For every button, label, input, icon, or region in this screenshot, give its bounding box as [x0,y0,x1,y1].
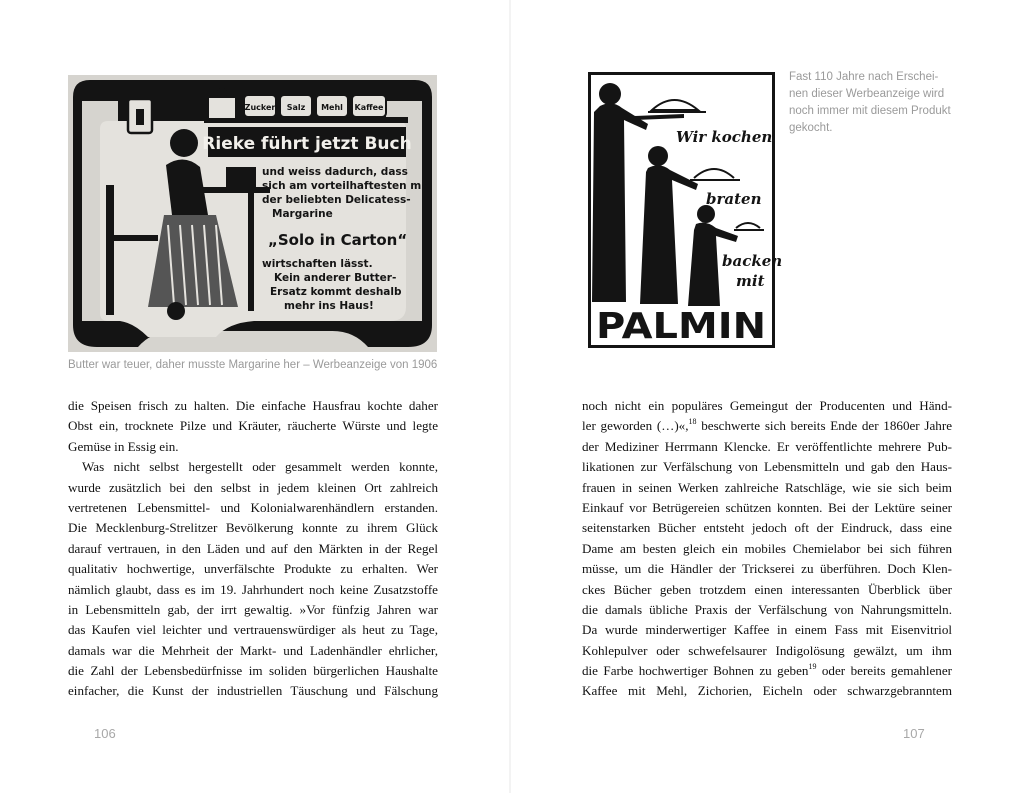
svg-text:der beliebten Delicatess-: der beliebten Delicatess- [262,194,411,206]
slogan-backen: backen [722,252,783,270]
palmin-ad-illustration [588,72,783,348]
jar-label: Zucker [244,103,276,112]
figure-caption-right [789,69,959,137]
svg-text:Margarine: Margarine [272,208,333,220]
jar-label: Salz [286,103,306,112]
text-line: die Zahl der Lebensbedürfnisse im soliden bürgerlichen Haushalte [68,663,438,679]
text-line: Gemüse in Essig ein. [68,438,179,454]
ad-headline: Rieke führt jetzt Buch [202,134,412,154]
page-number-right: 107 [903,726,925,741]
text-line: die Speisen frisch zu halten. Die einfache Hausfrau kochte daher [68,398,438,413]
text-line: der Mediziner Herrmann Klencke. Er veröffentlichte mehrere Pub- [582,438,952,454]
text-line: frauen in seinen Werken zahlreiche Ratschläge, wie sie sich beim [582,479,952,495]
slogan-mit: mit [736,272,765,290]
page-number-left: 106 [94,726,116,741]
body-text-left [68,396,438,702]
caption-line: nen dieser Werbeanzeige wird [789,88,945,100]
text-line: das Kaufen viel leichter und vertrauenswürdiger als heut zu Tage, [68,622,438,638]
text-line: in Lebensmitteln gab, der irrt gewaltig. »Vor fünfzig Jahren war [68,601,438,617]
text-line: Was nicht selbst hergestellt oder gesammelt werden konnte, [82,459,438,475]
text-line: Die Mecklenburg-Strelitzer Bevölkerung konnte zu ihrem Glück [68,520,438,536]
text-line: Obst ein, trocknete Pilze und Kräuter, räucherte Würste und legte [68,418,438,434]
svg-text:und weiss dadurch, dass: und weiss dadurch, dass [262,166,408,178]
text-line: müsse, um die Händler der Trickserei zu überführen. Doch Klen- [582,561,952,577]
text-segment: die Farbe hochwertiger Bohnen zu geben [582,663,809,679]
figure-caption-left: Butter war teuer, daher musste Margarine her – Werbeanzeige von 1906 [68,359,438,371]
text-line: seitenstarken Bücher entsteht jedoch oft der Eindruck, dass eine [582,520,952,536]
text-line [582,661,952,681]
text-line: likationen zur Verfälschung von Lebensmitteln und gab den Haus- [582,459,952,475]
text-line: einfacher, die Kunst der industriellen Täuschung und Fälschung [68,683,438,699]
svg-text:wirtschaften lässt.: wirtschaften lässt. [262,258,373,270]
jar-label: Mehl [321,103,343,112]
margarine-advertisement [68,75,437,352]
body-text-right [582,396,952,702]
text-line: wurde zusätzlich bei den selbst in jedem kleinen Ort zahlreich [68,479,438,495]
text-line: qualitativ hochwertige, unverfälschte Produkte zu erhalten. Wer [68,561,438,577]
text-segment: oder bereits gemahlener [816,663,952,679]
page-gutter [509,0,511,793]
footnote-marker: 19 [808,662,817,672]
slogan-braten: braten [706,190,762,208]
text-segment: beschwerte sich bereits Ende der 1860er Jahre [696,418,953,434]
text-line: damals war die Mehrheit der Markt- und Ladenhändler ehrlicher, [68,642,438,658]
brand-logo: PALMIN [596,306,766,347]
text-line: die damals übliche Praxis der Verfälschung von Nahrungsmitteln. [582,601,952,617]
caption-line: noch immer mit diesem Produkt [789,105,951,117]
slogan-kochen: Wir kochen [676,128,773,146]
footnote-marker: 18 [688,417,697,427]
caption-line: Fast 110 Jahre nach Erschei- [789,71,939,83]
caption-line: gekocht. [789,122,833,134]
text-line: vertretenen Lebensmittel- und Kolonialwarenhändlern erstanden. [68,499,438,515]
text-line: Kaffee mit Mehl, Zichorien, Eicheln oder schwarzgebranntem [582,683,952,699]
text-segment: ler geworden (…)«, [582,418,689,434]
palmin-advertisement [588,72,783,348]
svg-text:Kein anderer Butter-: Kein anderer Butter- [274,272,397,284]
text-line: noch nicht ein populäres Gemeingut der Producenten und Händ- [582,398,952,413]
svg-text:mehr ins Haus!: mehr ins Haus! [284,300,374,312]
text-line: Da wurde minderwertiger Kaffee in einem Fass mit Eisenvitriol [582,622,952,638]
coffee-grinder-icon [208,97,236,119]
text-line: Einkauf vor Betrügereien schützen konnten. Bei der Lektüre seiner [582,499,952,515]
text-line: nämlich glaubt, dass es im 19. Jahrhundert noch keine Zusatzstoffe [68,581,438,597]
svg-text:Ersatz kommt deshalb: Ersatz kommt deshalb [270,286,402,298]
jar-label: Kaffee [354,103,384,112]
text-line: Dame am besten gleich ein mobiles Chemielabor bei sich führen [582,540,952,556]
text-line: ckes Bücher geben trotzdem einen interessanten Überblick über [582,581,952,597]
text-line: Kohlepulver oder schwefelsaurer Indigolösung gewälzt, um ihm [582,642,952,658]
svg-text:sich am vorteilhaftesten mit: sich am vorteilhaftesten mit [262,180,430,192]
text-line: darauf vertrauen, in den Läden und auf den Märkten in der Regel [68,540,438,556]
margarine-ad-illustration [68,75,437,352]
svg-text:„Solo in Carton“: „Solo in Carton“ [268,231,408,249]
text-line [582,416,952,436]
